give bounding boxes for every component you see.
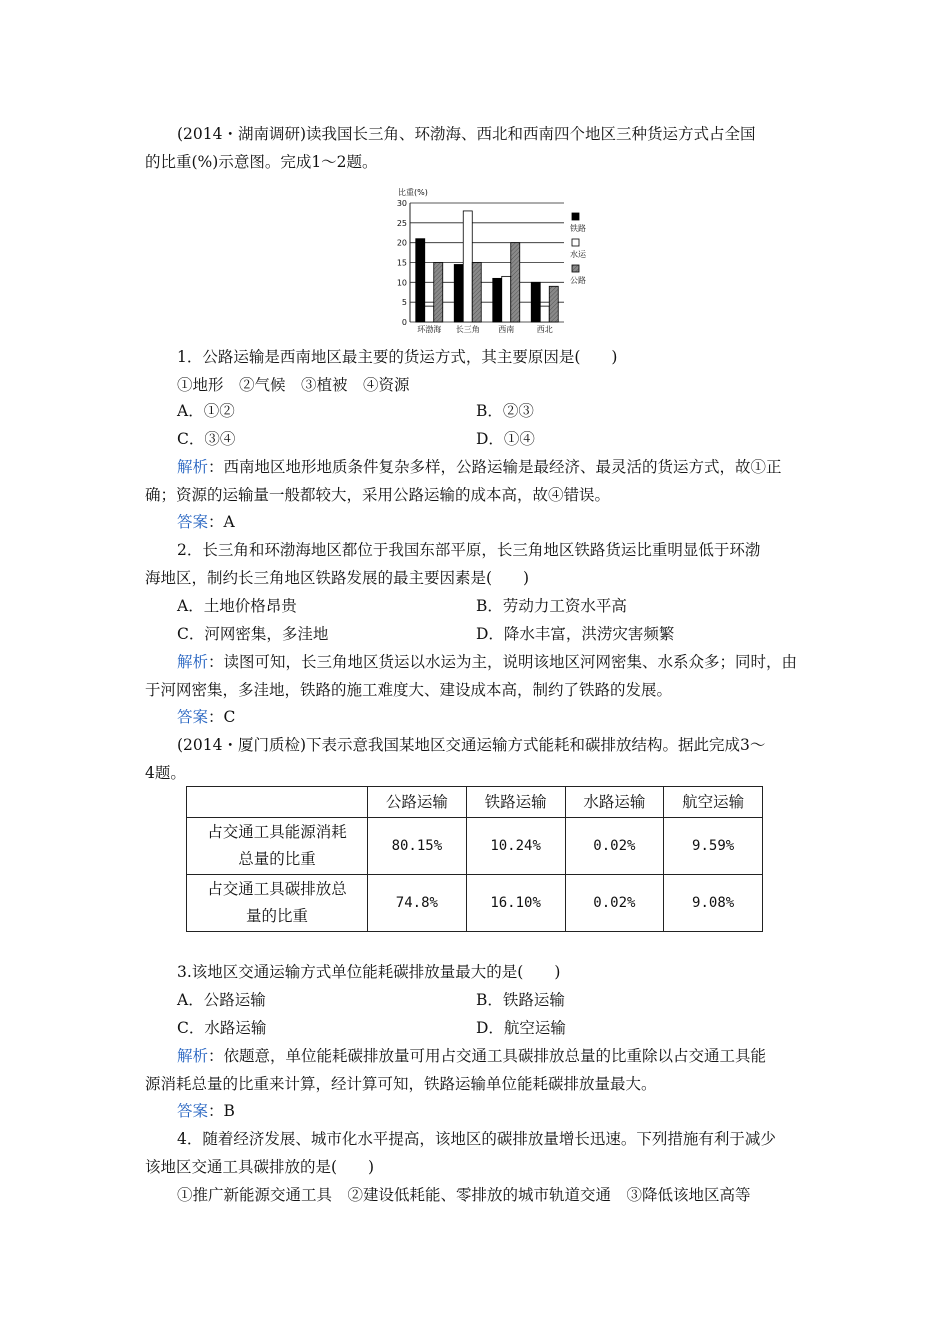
table-row-label	[187, 875, 368, 932]
q3-answer-line	[177, 1097, 842, 1125]
table-row	[187, 818, 763, 875]
q2-option-d: D．降水丰富，洪涝灾害频繁	[476, 625, 675, 643]
q1-items: ①地形 ②气候 ③植被 ④资源	[177, 376, 410, 394]
q2-stem-line-2: 海地区，制约长三角地区铁路发展的最主要因素是( )	[145, 569, 530, 587]
bar	[540, 306, 549, 322]
q3-analysis-text-1: ：依题意，单位能耗碳排放量可用占交通工具碳排放总量的比重除以占交通工具能	[208, 1047, 767, 1065]
legend-label: 公路	[570, 276, 586, 285]
y-tick-label: 0	[401, 318, 407, 327]
table-header-row	[187, 787, 763, 818]
q1-answer-line	[177, 508, 842, 536]
q4-items: ①推广新能源交通工具 ②建设低耗能、零排放的城市轨道交通 ③降低该地区高等	[177, 1186, 751, 1204]
table-cell: 9.59%	[664, 818, 763, 875]
table-header-air: 航空运输	[664, 787, 763, 818]
q2-answer-line	[177, 703, 842, 731]
q1-analysis-label: 解析	[177, 458, 209, 476]
row-1-label-line-1: 占交通工具能源消耗	[207, 823, 347, 841]
q2-analysis-text-1: ：读图可知，长三角地区货运以水运为主，说明该地区河网密集、水系众多；同时，由	[208, 653, 798, 671]
legend-label: 水运	[570, 250, 586, 259]
q2-answer-label: 答案	[177, 708, 209, 726]
bar	[549, 286, 558, 322]
row-1-label-line-2: 总量的比重	[238, 850, 316, 868]
bar	[463, 211, 472, 322]
table-row	[187, 875, 763, 932]
q3-answer-label: 答案	[177, 1102, 209, 1120]
intro-1-line-1: (2014・湖南调研)读我国长三角、环渤海、西北和西南四个地区三种货运方式占全国	[177, 125, 756, 143]
legend-swatch	[572, 265, 579, 272]
bar	[531, 282, 540, 322]
y-tick-label: 15	[396, 258, 407, 268]
y-tick-label: 5	[401, 298, 407, 308]
table-cell: 16.10%	[466, 875, 565, 932]
y-tick-label: 10	[396, 278, 407, 288]
table-cell: 74.8%	[368, 875, 467, 932]
q3-answer: ：B	[208, 1102, 235, 1120]
q3-stem: 3.该地区交通运输方式单位能耗碳排放量最大的是( )	[177, 963, 561, 981]
legend-swatch	[572, 213, 579, 220]
q1-option-d: D．①④	[476, 430, 535, 448]
q1-answer-label: 答案	[177, 513, 209, 531]
intro-2-line-1: (2014・厦门质检)下表示意我国某地区交通运输方式能耗和碳排放结构。据此完成3～	[177, 736, 766, 754]
bar	[511, 243, 520, 322]
q2-answer: ：C	[208, 708, 236, 726]
legend-swatch	[572, 239, 579, 246]
table-cell: 9.08%	[664, 875, 763, 932]
q3-option-c: C．水路运输	[177, 1019, 267, 1037]
q3-option-b: B．铁路运输	[476, 991, 565, 1009]
bar	[502, 276, 511, 322]
q4-stem-line-1: 4．随着经济发展、城市化水平提高，该地区的碳排放量增长迅速。下列措施有利于减少	[177, 1130, 776, 1148]
q2-option-c: C．河网密集，多洼地	[177, 625, 329, 643]
q1-option-c: C．③④	[177, 430, 236, 448]
bar	[493, 278, 502, 322]
table-header-rail: 铁路运输	[466, 787, 565, 818]
q2-stem-line-1: 2．长三角和环渤海地区都位于我国东部平原，长三角地区铁路货运比重明显低于环渤	[177, 541, 761, 559]
q3-option-a: A．公路运输	[177, 991, 266, 1009]
q2-analysis-label: 解析	[177, 653, 209, 671]
y-tick-label: 20	[396, 238, 407, 248]
freight-bar-chart	[382, 185, 594, 337]
x-tick-label: 环渤海	[417, 325, 442, 334]
table-corner-cell	[187, 787, 368, 818]
table-cell: 0.02%	[565, 818, 664, 875]
q2-option-a: A．土地价格昂贵	[177, 597, 297, 615]
bar	[454, 264, 463, 322]
intro-2-line-2: 4题。	[145, 764, 186, 782]
bar	[416, 239, 425, 322]
row-2-label-line-1: 占交通工具碳排放总	[207, 880, 347, 898]
q2-option-b: B．劳动力工资水平高	[476, 597, 627, 615]
table-row-label	[187, 818, 368, 875]
q3-option-d: D．航空运输	[476, 1019, 566, 1037]
bar	[472, 263, 481, 323]
y-tick-label: 30	[396, 199, 407, 208]
table-cell: 80.15%	[368, 818, 467, 875]
bar	[425, 306, 434, 322]
x-tick-label: 西北	[536, 325, 553, 334]
table-cell: 0.02%	[565, 875, 664, 932]
x-tick-label: 西南	[498, 325, 515, 334]
y-tick-label: 25	[396, 218, 407, 228]
q1-stem: 1．公路运输是西南地区最主要的货运方式，其主要原因是( )	[177, 348, 618, 366]
chart-y-axis-label: 比重(%)	[398, 188, 428, 197]
q1-answer: ：A	[208, 513, 235, 531]
q1-analysis-line-2: 确；资源的运输量一般都较大，采用公路运输的成本高，故④错误。	[145, 486, 611, 504]
q2-analysis-line-2: 于河网密集，多洼地，铁路的施工难度大、建设成本高，制约了铁路的发展。	[145, 681, 673, 699]
q3-analysis-label: 解析	[177, 1047, 209, 1065]
q4-stem-line-2: 该地区交通工具碳排放的是( )	[145, 1158, 375, 1176]
legend-label: 铁路	[570, 224, 586, 233]
q1-analysis-text-1: ：西南地区地形地质条件复杂多样，公路运输是最经济、最灵活的货运方式，故①正	[208, 458, 782, 476]
q1-option-a: A．①②	[177, 402, 235, 420]
intro-1-line-2: 的比重(%)示意图。完成1～2题。	[145, 153, 378, 171]
q2-analysis-line-1	[177, 648, 842, 676]
table-cell: 10.24%	[466, 818, 565, 875]
energy-emission-table	[186, 786, 763, 932]
table-header-water: 水路运输	[565, 787, 664, 818]
table-header-road: 公路运输	[368, 787, 467, 818]
q3-analysis-line-2: 源消耗总量的比重来计算，经计算可知，铁路运输单位能耗碳排放量最大。	[145, 1075, 657, 1093]
bar	[434, 263, 443, 323]
q1-analysis-line-1	[177, 453, 842, 481]
row-2-label-line-2: 量的比重	[245, 907, 308, 925]
q1-option-b: B．②③	[476, 402, 534, 420]
x-tick-label: 长三角	[455, 325, 480, 334]
chart-svg	[382, 185, 594, 337]
q3-analysis-line-1	[177, 1042, 842, 1070]
